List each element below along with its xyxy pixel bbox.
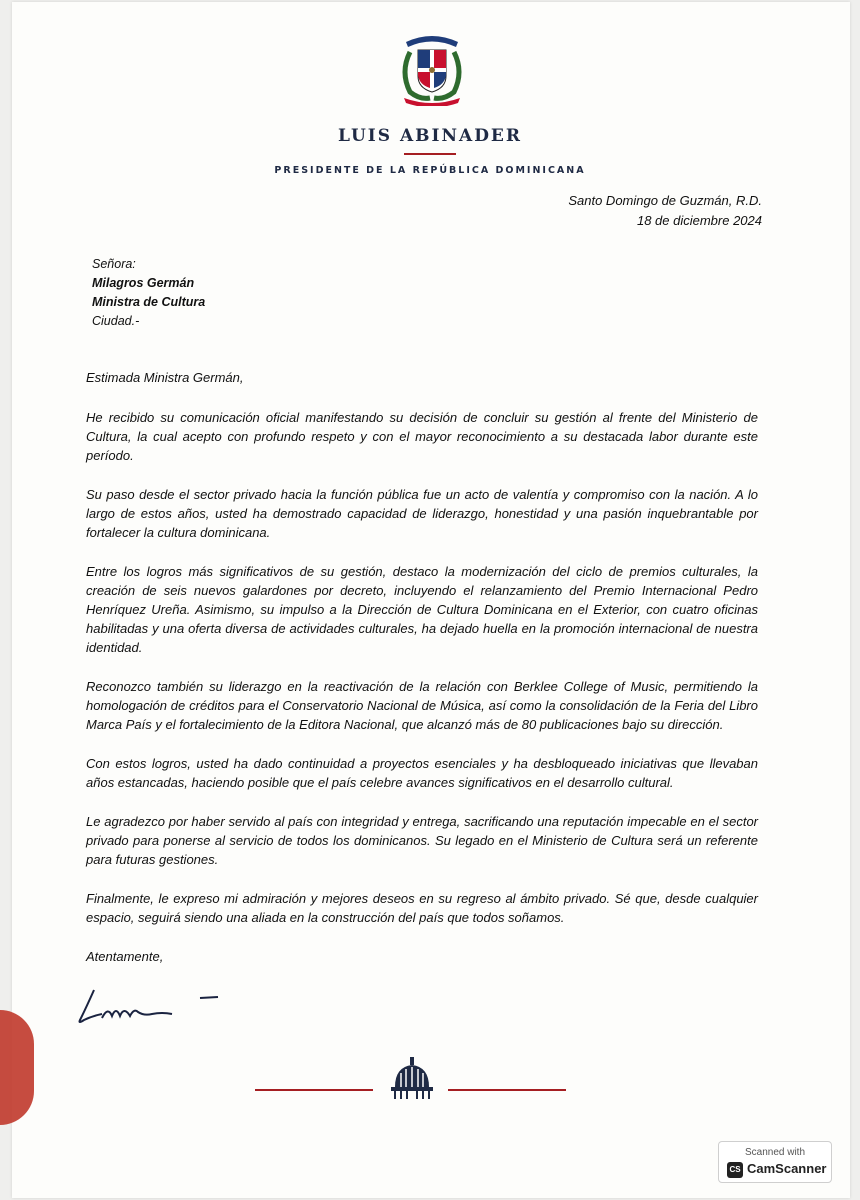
greeting: Estimada Ministra Germán, — [86, 370, 244, 385]
paragraph: Entre los logros más significativos de su gestión, destaco la modernización del ciclo de premios culturales, la creación de seis nuevos galardones por decreto, incluyendo el relanzamiento del Premio Internacional Pedro Henríquez Ureña. Asimismo, su impulso a la Dirección de Cultura Dominicana en el Exterior, con cuatro oficinas habilitadas y una oferta diversa de actividades culturales, ha dejado huella en la promoción internacional de nuestra identidad. — [86, 564, 758, 655]
paragraph: Con estos logros, usted ha dado continuidad a proyectos esenciales y ha desbloqueado iniciativas que llevaban años estancadas, haciendo posible que el país celebre avances significativos en el desarrollo cultural. — [86, 756, 758, 790]
letter-body — [86, 368, 758, 966]
place-and-date — [568, 191, 762, 231]
closing: Atentamente, — [86, 949, 164, 964]
signature-icon — [72, 978, 232, 1038]
paragraph: Su paso desde el sector privado hacia la función pública fue un acto de valentía y compromiso con la nación. A lo largo de estos años, usted ha demostrado capacidad de liderazgo, honestidad y una pasión inquebrantable por fortalecer la cultura dominicana. — [86, 487, 758, 540]
paragraph: He recibido su comunicación oficial manifestando su decisión de concluir su gestión al frente del Ministerio de Cultura, la cual acepto con profundo respeto y con el mayor reconocimiento a su destacada labor durante este período. — [86, 410, 758, 463]
watermark-caption: Scanned with — [744, 1147, 806, 1158]
footer-rule-left — [255, 1089, 373, 1091]
paragraph: Le agradezco por haber servido al país con integridad y entrega, sacrificando una reputación impecable en el sector privado para ponerse al servicio de todos los dominicanos. Su legado en el Ministerio de Cultura será un referente para futuras gestiones. — [86, 814, 758, 867]
recipient-city: Ciudad.- — [92, 314, 140, 328]
dome-icon — [389, 1057, 435, 1101]
coat-of-arms-icon — [396, 28, 468, 106]
recipient-position: Ministra de Cultura — [92, 295, 206, 309]
recipient-salutation: Señora: — [92, 257, 136, 271]
recipient-name: Milagros Germán — [92, 276, 195, 290]
paragraph: Reconozco también su liderazgo en la reactivación de la relación con Berklee College of Music, permitiendo la homologación de créditos para el Conservatorio Nacional de Música, así como la consolidación de la Feria del Libro Marca País y el fortalecimiento de la Editora Nacional, que alcanzó más de 80 publicaciones bajo su dirección. — [86, 679, 758, 732]
camscanner-watermark — [718, 1141, 832, 1183]
paragraph: Finalmente, le expreso mi admiración y mejores deseos en su regreso al ámbito privado. Sé que, desde cualquier espacio, seguirá siendo una aliada en la construcción del país que todos soñamos. — [86, 891, 758, 925]
date: 18 de diciembre 2024 — [636, 213, 762, 228]
recipient-block — [92, 255, 205, 331]
name-underline — [404, 153, 456, 155]
watermark-brand: CamScanner — [747, 1161, 827, 1176]
red-edge-artifact — [0, 1010, 34, 1125]
footer-rule-right — [448, 1089, 566, 1091]
place: Santo Domingo de Guzmán, R.D. — [568, 193, 762, 208]
camscanner-logo-icon: CS — [727, 1162, 743, 1178]
president-title: PRESIDENTE DE LA REPÚBLICA DOMINICANA — [274, 165, 586, 176]
president-name: LUIS ABINADER — [337, 126, 523, 146]
